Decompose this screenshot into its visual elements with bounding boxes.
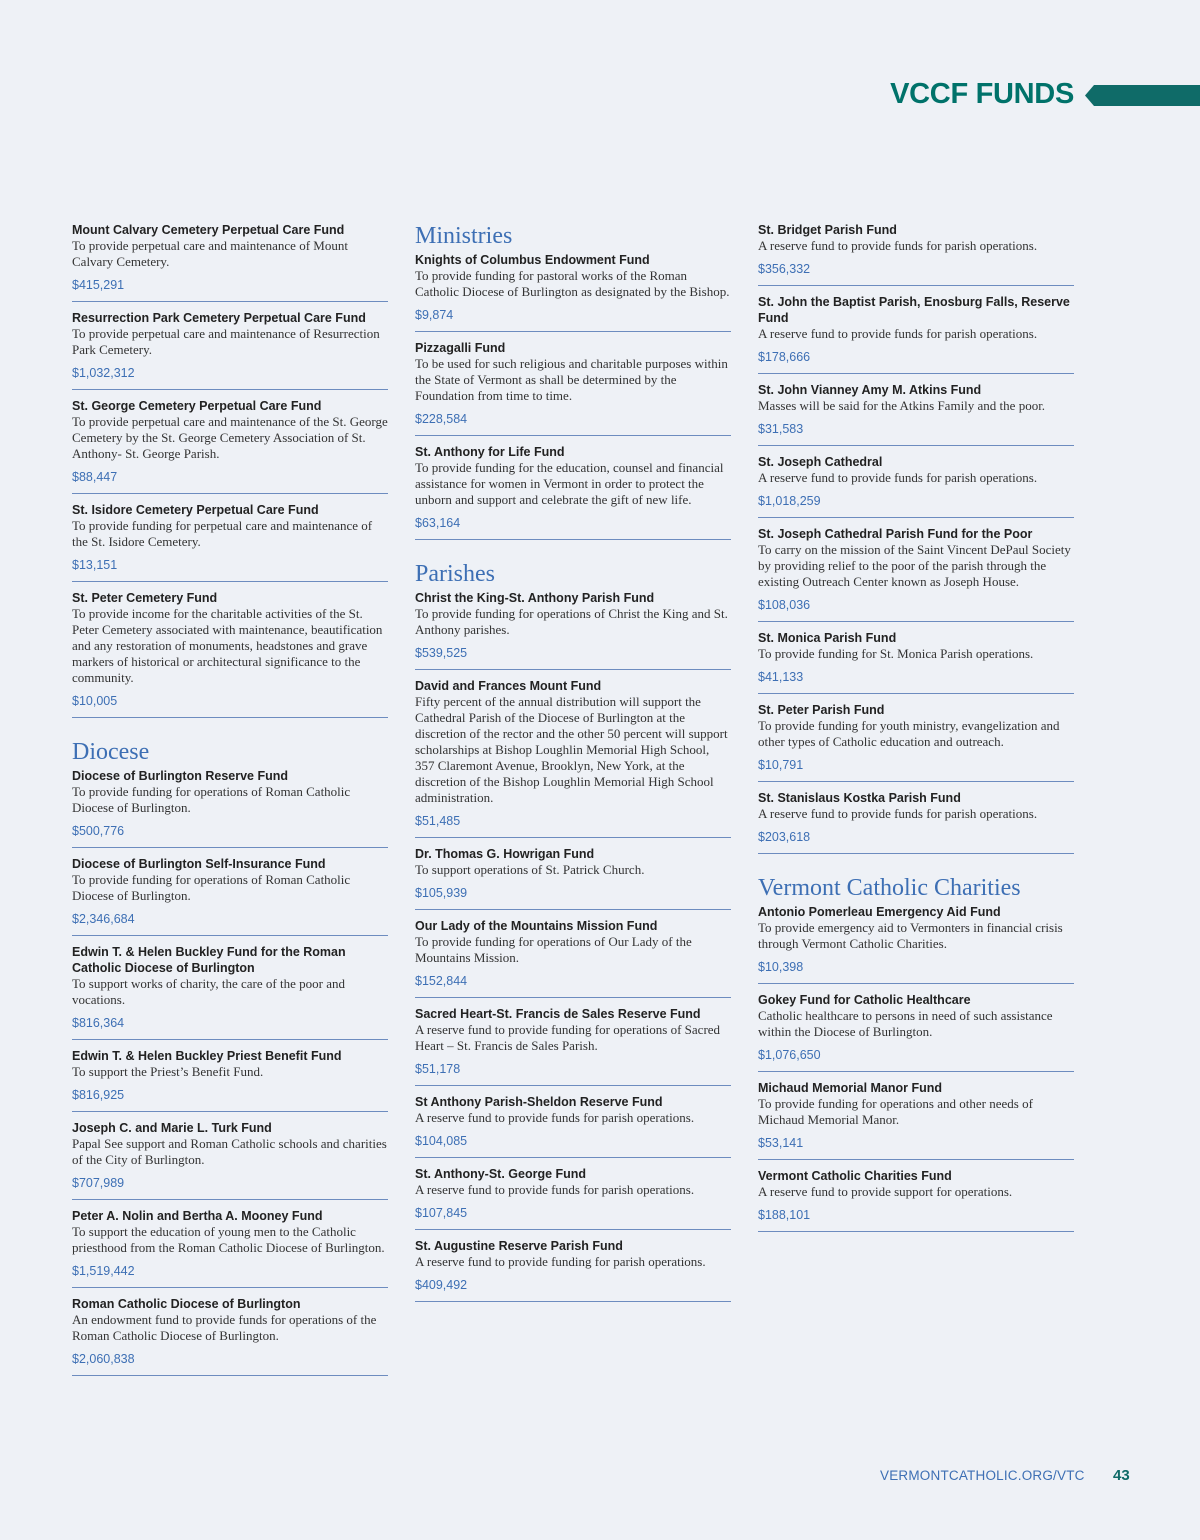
fund-entry [415,340,731,436]
fund-entry [72,222,388,302]
fund-description: To provide funding for perpetual care and maintenance of the St. Isidore Cemetery. [72,518,373,549]
fund-name: St. Isidore Cemetery Perpetual Care Fund [72,503,319,517]
fund-description: To support works of charity, the care of the poor and vocations. [72,976,345,1007]
fund-name: Mount Calvary Cemetery Perpetual Care Fund [72,223,345,237]
fund-description: To provide funding for operations and other needs of Michaud Memorial Manor. [758,1096,1033,1127]
fund-entry [758,630,1074,694]
fund-amount: $63,164 [415,516,461,530]
charities-fund-list [758,904,1074,1232]
fund-entry [758,1080,1074,1160]
fund-entry [758,294,1074,374]
fund-entry [758,790,1074,854]
page-number: 43 [1113,1467,1130,1484]
fund-amount: $31,583 [758,422,804,436]
page-title: VCCF FUNDS [890,78,1074,110]
fund-amount: $1,076,650 [758,1048,821,1062]
fund-name: David and Frances Mount Fund [415,679,602,693]
fund-entry [72,310,388,390]
fund-entry [415,678,731,838]
fund-amount: $500,776 [72,824,125,838]
fund-description: To carry on the mission of the Saint Vincent DePaul Society by providing relief to the poor of the parish through the existing Outreach Center known as Joseph House. [758,542,1071,589]
fund-entry [415,590,731,670]
fund-description: A reserve fund to provide funds for parish operations. [758,470,1038,485]
fund-name: St. Monica Parish Fund [758,631,897,645]
fund-amount: $228,584 [415,412,468,426]
column-right [758,222,1074,1240]
fund-name: Resurrection Park Cemetery Perpetual Care Fund [72,311,366,325]
parishes-fund-list-continued [758,222,1074,854]
fund-description: To support the education of young men to the Catholic priesthood from the Roman Catholic Diocese of Burlington. [72,1224,385,1255]
fund-amount: $816,364 [72,1016,125,1030]
fund-entry [415,1238,731,1302]
parishes-fund-list [415,590,731,1302]
fund-entry [758,992,1074,1072]
fund-description: To be used for such religious and charitable purposes within the State of Vermont as shall be determined by the Foundation from time to time. [415,356,728,403]
fund-description: A reserve fund to provide funding for operations of Sacred Heart – St. Francis de Sales Parish. [415,1022,721,1053]
fund-amount: $108,036 [758,598,811,612]
fund-name: Diocese of Burlington Reserve Fund [72,769,289,783]
fund-name: St. Peter Cemetery Fund [72,591,218,605]
fund-amount: $356,332 [758,262,811,276]
fund-description: To provide perpetual care and maintenance of Resurrection Park Cemetery. [72,326,380,357]
fund-name: Sacred Heart-St. Francis de Sales Reserve Fund [415,1007,701,1021]
fund-entry [415,1166,731,1230]
fund-description: To provide funding for operations of Our Lady of the Mountains Mission. [415,934,692,965]
fund-entry [758,382,1074,446]
fund-entry [415,1006,731,1086]
fund-entry [415,846,731,910]
fund-amount: $178,666 [758,350,811,364]
fund-amount: $1,018,259 [758,494,821,508]
fund-amount: $415,291 [72,278,125,292]
cemetery-fund-list [72,222,388,718]
fund-name: Edwin T. & Helen Buckley Fund for the Roman Catholic Diocese of Burlington [72,945,346,975]
fund-name: St. Joseph Cathedral Parish Fund for the Poor [758,527,1033,541]
fund-description: A reserve fund to provide funds for parish operations. [758,806,1038,821]
fund-amount: $1,519,442 [72,1264,135,1278]
fund-entry [72,1120,388,1200]
fund-amount: $51,485 [415,814,461,828]
fund-entry [415,1094,731,1158]
fund-entry [415,444,731,540]
fund-name: Knights of Columbus Endowment Fund [415,253,650,267]
fund-name: Roman Catholic Diocese of Burlington [72,1297,301,1311]
fund-name: St Anthony Parish-Sheldon Reserve Fund [415,1095,663,1109]
fund-description: To support the Priest’s Benefit Fund. [72,1064,264,1079]
fund-amount: $707,989 [72,1176,125,1190]
fund-entry [758,1168,1074,1232]
fund-entry [72,944,388,1040]
fund-entry [72,1048,388,1112]
fund-amount: $51,178 [415,1062,461,1076]
fund-entry [72,398,388,494]
fund-description: A reserve fund to provide funds for parish operations. [758,238,1038,253]
fund-description: A reserve fund to provide funding for parish operations. [415,1254,706,1269]
fund-description: To provide funding for pastoral works of the Roman Catholic Diocese of Burlington as designated by the Bishop. [415,268,730,299]
section-heading-vermont-catholic-charities: Vermont Catholic Charities [758,875,1021,901]
fund-name: St. Joseph Cathedral [758,455,883,469]
fund-amount: $53,141 [758,1136,804,1150]
fund-description: Fifty percent of the annual distribution will support the Cathedral Parish of the Diocese of Burlington at the discretion of the rector and the other 50 percent will support scholarships at Bishop Loughlin Memorial High School, 357 Claremont Avenue, Brooklyn, New York, at the discretion of the Bishop Loughlin Memorial High School administration. [415,694,728,805]
fund-description: An endowment fund to provide funds for operations of the Roman Catholic Diocese of Burlington. [72,1312,377,1343]
section-heading-ministries: Ministries [415,223,513,249]
fund-description: A reserve fund to provide funds for parish operations. [415,1182,695,1197]
fund-name: St. John Vianney Amy M. Atkins Fund [758,383,982,397]
fund-name: Christ the King-St. Anthony Parish Fund [415,591,655,605]
footer-url: VERMONTCATHOLIC.ORG/VTC [880,1468,1085,1483]
fund-entry [758,702,1074,782]
fund-amount: $10,005 [72,694,118,708]
fund-name: Peter A. Nolin and Bertha A. Mooney Fund [72,1209,323,1223]
fund-description: To provide funding for St. Monica Parish operations. [758,646,1034,661]
fund-description: Masses will be said for the Atkins Family and the poor. [758,398,1046,413]
fund-name: Dr. Thomas G. Howrigan Fund [415,847,595,861]
fund-name: Edwin T. & Helen Buckley Priest Benefit Fund [72,1049,342,1063]
fund-amount: $41,133 [758,670,804,684]
fund-name: St. Stanislaus Kostka Parish Fund [758,791,961,805]
column-middle [415,222,731,1310]
fund-amount: $104,085 [415,1134,468,1148]
fund-description: To provide income for the charitable activities of the St. Peter Cemetery associated with maintenance, beautification and any restoration of monuments, headstones and grave markers of historical or architectural significance to the community. [72,606,383,685]
fund-amount: $10,398 [758,960,804,974]
header-tab-decoration [1085,85,1200,106]
ministries-fund-list [415,252,731,540]
fund-description: To provide funding for operations of Christ the King and St. Anthony parishes. [415,606,728,637]
fund-amount: $88,447 [72,470,118,484]
fund-entry [72,502,388,582]
fund-name: St. John the Baptist Parish, Enosburg Falls, Reserve Fund [758,295,1070,325]
diocese-fund-list [72,768,388,1376]
fund-amount: $2,060,838 [72,1352,135,1366]
fund-description: To support operations of St. Patrick Church. [415,862,645,877]
fund-amount: $10,791 [758,758,804,772]
fund-entry [72,1208,388,1288]
fund-amount: $2,346,684 [72,912,135,926]
fund-name: St. Bridget Parish Fund [758,223,897,237]
fund-name: St. Augustine Reserve Parish Fund [415,1239,623,1253]
fund-description: A reserve fund to provide funds for parish operations. [415,1110,695,1125]
fund-entry [758,904,1074,984]
fund-name: Michaud Memorial Manor Fund [758,1081,943,1095]
fund-name: Joseph C. and Marie L. Turk Fund [72,1121,272,1135]
fund-name: Pizzagalli Fund [415,341,506,355]
section-heading-diocese: Diocese [72,739,150,765]
fund-name: St. Peter Parish Fund [758,703,885,717]
fund-name: Vermont Catholic Charities Fund [758,1169,952,1183]
fund-entry [758,222,1074,286]
fund-description: To provide funding for operations of Roman Catholic Diocese of Burlington. [72,872,351,903]
fund-description: To provide emergency aid to Vermonters in financial crisis through Vermont Catholic Charities. [758,920,1063,951]
fund-description: A reserve fund to provide funds for parish operations. [758,326,1038,341]
fund-amount: $539,525 [415,646,468,660]
fund-name: St. Anthony for Life Fund [415,445,565,459]
fund-amount: $1,032,312 [72,366,135,380]
fund-name: Diocese of Burlington Self-Insurance Fund [72,857,326,871]
fund-description: To provide perpetual care and maintenance of Mount Calvary Cemetery. [72,238,348,269]
fund-description: Catholic healthcare to persons in need of such assistance within the Diocese of Burlington. [758,1008,1053,1039]
fund-amount: $203,618 [758,830,811,844]
fund-entry [758,526,1074,622]
fund-amount: $409,492 [415,1278,468,1292]
fund-description: Papal See support and Roman Catholic schools and charities of the City of Burlington. [72,1136,387,1167]
fund-name: Antonio Pomerleau Emergency Aid Fund [758,905,1001,919]
fund-amount: $188,101 [758,1208,811,1222]
fund-name: Our Lady of the Mountains Mission Fund [415,919,658,933]
fund-amount: $105,939 [415,886,468,900]
fund-amount: $816,925 [72,1088,125,1102]
fund-amount: $9,874 [415,308,454,322]
fund-name: St. George Cemetery Perpetual Care Fund [72,399,322,413]
fund-entry [72,590,388,718]
fund-entry [415,252,731,332]
fund-amount: $107,845 [415,1206,468,1220]
fund-description: A reserve fund to provide support for operations. [758,1184,1013,1199]
column-left [72,222,388,1384]
fund-entry [758,454,1074,518]
fund-amount: $13,151 [72,558,118,572]
fund-description: To provide funding for youth ministry, evangelization and other types of Catholic education and outreach. [758,718,1060,749]
fund-name: Gokey Fund for Catholic Healthcare [758,993,971,1007]
fund-entry [72,856,388,936]
fund-amount: $152,844 [415,974,468,988]
fund-description: To provide funding for the education, counsel and financial assistance for women in Vermont in order to protect the unborn and support and celebrate the gift of new life. [415,460,724,507]
fund-entry [72,768,388,848]
fund-name: St. Anthony-St. George Fund [415,1167,587,1181]
fund-entry [72,1296,388,1376]
fund-entry [415,918,731,998]
section-heading-parishes: Parishes [415,561,495,587]
fund-description: To provide funding for operations of Roman Catholic Diocese of Burlington. [72,784,351,815]
fund-description: To provide perpetual care and maintenance of the St. George Cemetery by the St. George Cemetery Association of St. Anthony- St. George Parish. [72,414,388,461]
